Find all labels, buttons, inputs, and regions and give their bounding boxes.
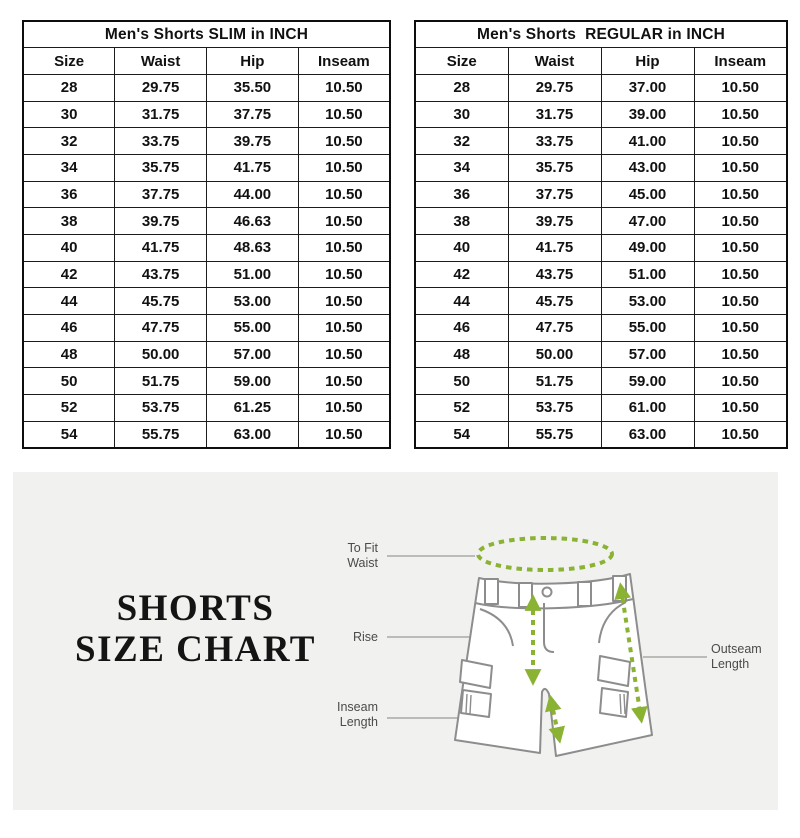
table-cell: 41.00	[601, 128, 694, 155]
table-cell: 35.75	[115, 154, 207, 181]
table-cell: 53.75	[508, 395, 601, 422]
table-cell: 50.00	[115, 341, 207, 368]
table-cell: 10.50	[694, 288, 787, 315]
table-row	[23, 341, 390, 368]
table-cell: 40	[415, 235, 508, 262]
table-cell: 29.75	[508, 74, 601, 101]
label-line: Inseam	[337, 700, 378, 714]
shorts-diagram-panel	[13, 472, 778, 810]
table-cell: 55.00	[601, 315, 694, 342]
label-to-fit-waist	[308, 541, 378, 570]
table-row	[415, 421, 787, 448]
table-cell: 57.00	[207, 341, 299, 368]
table-cell: 29.75	[115, 74, 207, 101]
table-cell: 10.50	[298, 128, 390, 155]
table-row	[415, 181, 787, 208]
table-cell: 10.50	[694, 154, 787, 181]
table-cell: 49.00	[601, 235, 694, 262]
table-cell: 10.50	[298, 341, 390, 368]
column-header-waist: Waist	[508, 48, 601, 75]
table-cell: 48.63	[207, 235, 299, 262]
table-cell: 10.50	[298, 261, 390, 288]
table-cell: 36	[23, 181, 115, 208]
table-cell: 47.75	[508, 315, 601, 342]
table-cell: 55.75	[115, 421, 207, 448]
table-cell: 10.50	[694, 101, 787, 128]
table-row	[23, 315, 390, 342]
table-cell: 10.50	[298, 395, 390, 422]
table-cell: 44.00	[207, 181, 299, 208]
table-cell: 53.75	[115, 395, 207, 422]
table-cell: 55.75	[508, 421, 601, 448]
table-cell: 53.00	[601, 288, 694, 315]
table-cell: 32	[23, 128, 115, 155]
table-cell: 10.50	[298, 315, 390, 342]
table-title-row	[415, 21, 787, 48]
waist-measure-ellipse-icon	[478, 538, 612, 570]
table-cell: 45.00	[601, 181, 694, 208]
table-row	[23, 74, 390, 101]
table-cell: 34	[415, 154, 508, 181]
table-cell: 10.50	[694, 74, 787, 101]
table-cell: 32	[415, 128, 508, 155]
table-row	[415, 235, 787, 262]
table-cell: 10.50	[694, 181, 787, 208]
table-cell: 52	[415, 395, 508, 422]
diagram-title-line2: SIZE CHART	[75, 629, 316, 670]
table-row	[23, 395, 390, 422]
label-line: Rise	[352, 630, 378, 644]
table-row	[415, 261, 787, 288]
table-cell: 30	[415, 101, 508, 128]
size-table-slim	[22, 20, 391, 449]
column-header-size: Size	[23, 48, 115, 75]
table-row	[23, 181, 390, 208]
table-cell: 10.50	[694, 315, 787, 342]
table-row	[23, 128, 390, 155]
label-line: Length	[339, 714, 378, 729]
table-row	[415, 395, 787, 422]
table-title-row	[23, 21, 390, 48]
table-cell: 43.00	[601, 154, 694, 181]
table-cell: 40	[23, 235, 115, 262]
table-cell: 10.50	[694, 421, 787, 448]
table-cell: 33.75	[115, 128, 207, 155]
table-row	[23, 288, 390, 315]
table-cell: 37.00	[601, 74, 694, 101]
table-title-slim: Men's Shorts SLIM in INCH	[23, 21, 390, 48]
table-row	[23, 421, 390, 448]
table-cell: 10.50	[298, 421, 390, 448]
table-cell: 31.75	[115, 101, 207, 128]
table-cell: 53.00	[207, 288, 299, 315]
table-cell: 51.75	[508, 368, 601, 395]
label-line: Waist	[347, 555, 378, 570]
table-row	[415, 341, 787, 368]
column-header-inseam: Inseam	[694, 48, 787, 75]
table-row	[415, 74, 787, 101]
table-cell: 45.75	[115, 288, 207, 315]
table-row	[23, 208, 390, 235]
table-cell: 50.00	[508, 341, 601, 368]
table-cell: 55.00	[207, 315, 299, 342]
table-row	[415, 368, 787, 395]
table-cell: 10.50	[694, 395, 787, 422]
table-cell: 54	[23, 421, 115, 448]
table-cell: 47.00	[601, 208, 694, 235]
table-cell: 10.50	[694, 235, 787, 262]
table-cell: 35.50	[207, 74, 299, 101]
table-cell: 10.50	[694, 261, 787, 288]
table-row	[23, 261, 390, 288]
label-line: Length	[711, 656, 750, 671]
table-cell: 10.50	[298, 74, 390, 101]
table-cell: 10.50	[298, 154, 390, 181]
column-header-hip: Hip	[207, 48, 299, 75]
table-row	[415, 208, 787, 235]
table-cell: 34	[23, 154, 115, 181]
table-cell: 51.75	[115, 368, 207, 395]
label-inseam-length	[298, 700, 378, 729]
table-cell: 10.50	[694, 128, 787, 155]
table-cell: 48	[23, 341, 115, 368]
table-header-row	[415, 48, 787, 75]
table-cell: 63.00	[207, 421, 299, 448]
table-cell: 38	[23, 208, 115, 235]
table-cell: 51.00	[601, 261, 694, 288]
table-row	[415, 315, 787, 342]
column-header-waist: Waist	[115, 48, 207, 75]
table-cell: 39.75	[508, 208, 601, 235]
table-cell: 41.75	[508, 235, 601, 262]
table-cell: 39.75	[207, 128, 299, 155]
table-cell: 33.75	[508, 128, 601, 155]
table-cell: 38	[415, 208, 508, 235]
table-cell: 28	[23, 74, 115, 101]
table-row	[23, 368, 390, 395]
table-cell: 30	[23, 101, 115, 128]
shorts-diagram-illustration	[13, 472, 778, 810]
table-cell: 37.75	[115, 181, 207, 208]
size-table-regular	[414, 20, 788, 449]
label-rise	[308, 630, 378, 645]
table-cell: 51.00	[207, 261, 299, 288]
table-cell: 39.75	[115, 208, 207, 235]
table-cell: 42	[23, 261, 115, 288]
table-cell: 42	[415, 261, 508, 288]
table-cell: 10.50	[298, 235, 390, 262]
table-cell: 10.50	[694, 341, 787, 368]
table-cell: 63.00	[601, 421, 694, 448]
table-cell: 41.75	[115, 235, 207, 262]
table-cell: 10.50	[298, 368, 390, 395]
table-cell: 43.75	[508, 261, 601, 288]
table-cell: 10.50	[694, 208, 787, 235]
table-title-regular: Men's Shorts REGULAR in INCH	[415, 21, 787, 48]
table-cell: 59.00	[207, 368, 299, 395]
label-outseam-length	[711, 642, 786, 671]
table-cell: 10.50	[298, 101, 390, 128]
label-line: To Fit	[347, 541, 378, 555]
table-row	[23, 235, 390, 262]
table-row	[415, 128, 787, 155]
table-cell: 46	[23, 315, 115, 342]
table-row	[415, 288, 787, 315]
table-cell: 10.50	[694, 368, 787, 395]
table-cell: 28	[415, 74, 508, 101]
table-cell: 39.00	[601, 101, 694, 128]
table-cell: 50	[23, 368, 115, 395]
table-cell: 52	[23, 395, 115, 422]
table-cell: 61.00	[601, 395, 694, 422]
table-cell: 31.75	[508, 101, 601, 128]
table-cell: 35.75	[508, 154, 601, 181]
table-cell: 10.50	[298, 288, 390, 315]
table-cell: 57.00	[601, 341, 694, 368]
table-cell: 59.00	[601, 368, 694, 395]
table-cell: 48	[415, 341, 508, 368]
column-header-size: Size	[415, 48, 508, 75]
table-header-row	[23, 48, 390, 75]
table-row	[415, 154, 787, 181]
table-row	[23, 101, 390, 128]
table-cell: 61.25	[207, 395, 299, 422]
table-cell: 43.75	[115, 261, 207, 288]
table-cell: 54	[415, 421, 508, 448]
label-line: Outseam	[711, 642, 762, 656]
table-cell: 44	[23, 288, 115, 315]
column-header-inseam: Inseam	[298, 48, 390, 75]
table-cell: 45.75	[508, 288, 601, 315]
table-row	[23, 154, 390, 181]
table-cell: 10.50	[298, 208, 390, 235]
table-cell: 50	[415, 368, 508, 395]
table-cell: 37.75	[508, 181, 601, 208]
table-cell: 46.63	[207, 208, 299, 235]
table-cell: 44	[415, 288, 508, 315]
table-cell: 41.75	[207, 154, 299, 181]
table-cell: 10.50	[298, 181, 390, 208]
column-header-hip: Hip	[601, 48, 694, 75]
table-cell: 47.75	[115, 315, 207, 342]
diagram-title-line1: SHORTS	[116, 588, 275, 629]
table-row	[415, 101, 787, 128]
table-cell: 36	[415, 181, 508, 208]
table-cell: 46	[415, 315, 508, 342]
table-cell: 37.75	[207, 101, 299, 128]
